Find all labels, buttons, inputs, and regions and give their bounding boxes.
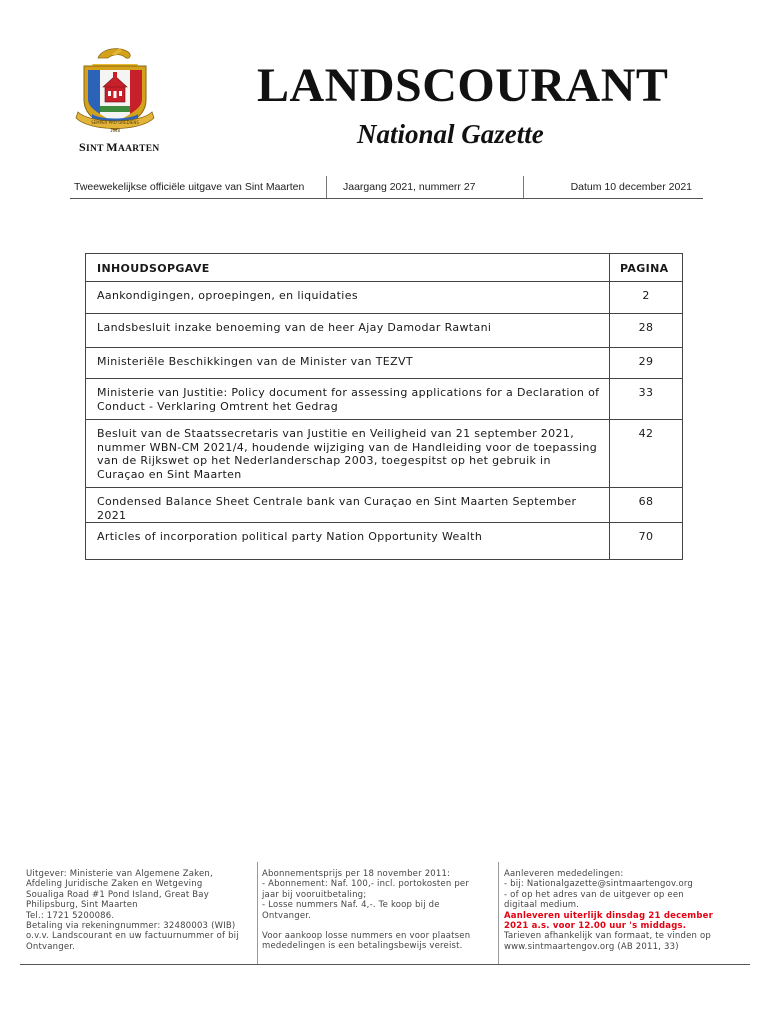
toc-row[interactable] <box>86 488 682 523</box>
toc-row-page: 33 <box>638 386 654 399</box>
toc-row-page: 28 <box>638 321 654 334</box>
crest-label-s: S <box>79 140 86 154</box>
subscription-line: jaar bij vooruitbetaling; <box>262 889 367 900</box>
toc-heading: INHOUDSOPGAVE <box>97 262 210 275</box>
toc-row-page: 42 <box>638 427 654 440</box>
toc-row[interactable] <box>86 420 682 488</box>
publisher-line: Philipsburg, Sint Maarten <box>26 900 138 911</box>
toc-row-page: 2 <box>642 289 650 302</box>
subscription-info <box>262 869 494 952</box>
toc-row-title: Aankondigingen, oproepingen, en liquidaties <box>97 289 358 302</box>
rates-line: Tarieven afhankelijk van formaat, te vinden op <box>504 931 712 942</box>
publisher-info <box>26 869 258 952</box>
publisher-line: Soualiga Road #1 Pond Island, Great Bay <box>26 889 209 900</box>
toc-row-page: 68 <box>638 495 654 508</box>
toc-row[interactable] <box>86 282 682 314</box>
colophon-footer <box>20 862 750 965</box>
subscription-line: - Abonnement: Naf. 100,- incl. portokosten per <box>262 879 470 890</box>
info-divider <box>326 176 327 198</box>
submission-info <box>504 869 744 952</box>
toc-row-page: 29 <box>638 355 654 368</box>
toc-row-title: Condensed Balance Sheet Centrale bank van Curaçao en Sint Maarten September 2021 <box>97 495 577 522</box>
subscription-note-line: mededelingen is een betalingsbewijs vereist. <box>262 941 463 952</box>
deadline-line: 2021 a.s. voor 12.00 uur 's middags. <box>504 921 687 932</box>
publisher-line: Afdeling Juridische Zaken en Wetgeving <box>26 879 203 890</box>
issue-info-bar <box>70 176 703 199</box>
toc-row[interactable] <box>86 379 682 420</box>
crest-label <box>79 140 160 155</box>
volume-text: Jaargang 2021, nummerr 27 <box>343 181 476 193</box>
coat-of-arms-logo <box>70 44 160 136</box>
toc-row[interactable] <box>86 314 682 348</box>
toc-row-title: Landsbesluit inzake benoeming van de heer Ajay Damodar Rawtani <box>97 321 492 334</box>
crest-label-int: INT <box>85 144 107 154</box>
toc-row[interactable] <box>86 523 682 559</box>
submission-line: Aanleveren mededelingen: <box>504 869 624 879</box>
rates-website-line[interactable]: www.sintmaartengov.org (AB 2011, 33) <box>504 941 679 952</box>
publisher-line: o.v.v. Landscourant en uw factuurnummer of bij <box>26 931 239 942</box>
subscription-line: - Losse nummers Naf. 4,-. Te koop bij de <box>262 900 440 911</box>
crest-year-text: 1648 <box>109 128 121 133</box>
toc-row-title: Ministerie van Justitie: Policy document for assessing applications for a Declaration of Conduct - Verklaring Omtrent het Gedrag <box>97 386 600 413</box>
crest-motto-text: SEMPER PRO GREDIENS <box>91 120 139 125</box>
toc-header-row <box>86 254 682 282</box>
toc-row-title: Articles of incorporation political party Nation Opportunity Wealth <box>97 530 483 543</box>
footer-divider <box>498 862 499 964</box>
deadline-line: Aanleveren uiterlijk dinsdag 21 december <box>504 910 713 921</box>
date-text: Datum 10 december 2021 <box>570 181 692 193</box>
table-of-contents <box>85 253 683 560</box>
masthead-title: LANDSCOURANT <box>257 59 669 112</box>
publisher-line: Betaling via rekeningnummer: 32480003 (WIB) <box>26 921 236 932</box>
submission-line: - of op het adres van de uitgever op een <box>504 889 684 900</box>
edition-text: Tweewekelijkse officiële uitgave van Sint Maarten <box>74 181 305 193</box>
toc-row[interactable] <box>86 348 682 379</box>
subscription-note-line: Voor aankoop losse nummers en voor plaatsen <box>262 931 471 942</box>
footer-spacer <box>262 921 494 931</box>
submission-line: digitaal medium. <box>504 900 580 911</box>
toc-page-heading: PAGINA <box>620 262 669 275</box>
toc-row-page: 70 <box>638 530 654 543</box>
masthead-subtitle: National Gazette <box>357 119 544 149</box>
toc-row-title: Besluit van de Staatssecretaris van Justitie en Veiligheid van 21 september 2021, nummer WBN-CM 2021/4, houdende wijziging van de Handleiding voor de toepassing van de Rijkswet op het Nederlanderschap 2003, toegespitst op het gebruik in Curaçao en Sint Maarten <box>97 427 598 481</box>
subscription-line: Ontvanger. <box>262 910 312 921</box>
publisher-line: Uitgever: Ministerie van Algemene Zaken, <box>26 869 213 879</box>
crest-label-aarten: AARTEN <box>117 144 160 154</box>
toc-row-title: Ministeriële Beschikkingen van de Minister van TEZVT <box>97 355 413 368</box>
publisher-line: Tel.: 1721 5200086. <box>26 910 115 921</box>
subscription-line: Abonnementsprijs per 18 november 2011: <box>262 869 451 879</box>
submission-email-line[interactable]: - bij: Nationalgazette@sintmaartengov.org <box>504 879 694 890</box>
info-divider <box>523 176 524 198</box>
publisher-line: Ontvanger. <box>26 941 76 952</box>
crest-label-m: M <box>106 140 118 154</box>
